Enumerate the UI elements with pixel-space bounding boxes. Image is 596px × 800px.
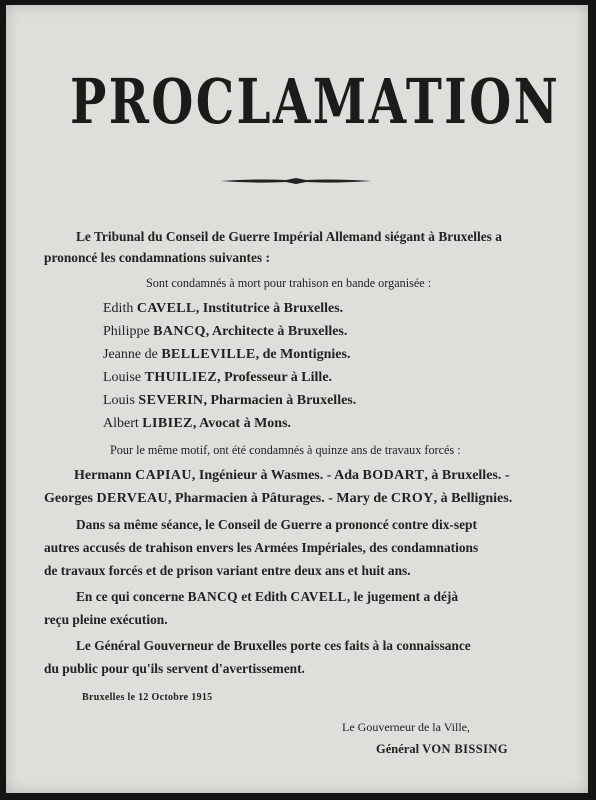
description: , Architecte à Bruxelles.	[205, 324, 348, 339]
first-name: Edith	[103, 301, 134, 316]
surname: CAPIAU	[135, 468, 192, 483]
intro-line-2: prononcé les condamnations suivantes :	[44, 250, 270, 265]
description: , de Montignies.	[255, 347, 351, 362]
council-paragraph-line-2: autres accusés de trahison envers les Armées Impériales, des condamnations	[44, 540, 479, 555]
council-paragraph-line-3: de travaux forcés et de prison variant entre deux ans et huit ans.	[44, 563, 411, 578]
first-name: Louise	[103, 370, 142, 385]
first-name: Louis	[103, 393, 135, 408]
first-name: Albert	[103, 416, 139, 431]
council-paragraph-line-1: Dans sa même séance, le Conseil de Guerre a prononcé contre dix-sept	[76, 517, 477, 532]
surname: CROY	[390, 491, 434, 506]
ornament-divider-icon	[220, 175, 372, 187]
first-name: Mary de	[336, 491, 388, 506]
surname: LIBIEZ	[142, 416, 193, 431]
labor-heading: Pour le même motif, ont été condamnés à quinze ans de travaux forcés :	[110, 443, 461, 457]
first-name: Philippe	[103, 324, 150, 339]
proclamation-poster	[6, 5, 588, 793]
judgment-text: , le jugement a déjà	[346, 589, 459, 604]
judgment-text: En ce qui concerne	[76, 589, 188, 604]
death-sentence-item	[103, 300, 343, 318]
governor-paragraph-line-1: Le Général Gouverneur de Bruxelles porte ces faits à la connaissance	[76, 638, 471, 653]
judgment-text: et Edith	[237, 589, 291, 604]
labor-sentence-line-2	[44, 490, 512, 508]
description: , à Bellignies.	[433, 491, 513, 506]
surname: BELLEVILLE	[161, 347, 256, 362]
judgment-paragraph-line-1	[76, 588, 458, 606]
surname: BANCQ	[187, 589, 238, 604]
signature-rank: Général	[376, 742, 423, 756]
death-sentence-item	[103, 346, 350, 364]
first-name: Jeanne de	[103, 347, 158, 362]
surname: DERVEAU	[96, 491, 169, 506]
signature-name-line	[376, 740, 508, 758]
surname: BODART	[362, 468, 425, 483]
death-heading: Sont condamnés à mort pour trahison en bande organisée :	[146, 276, 432, 290]
governor-paragraph-line-2: du public pour qu'ils servent d'avertissement.	[44, 661, 305, 676]
death-sentence-item	[103, 415, 291, 433]
surname: BANCQ	[153, 324, 206, 339]
labor-sentence-line-1	[74, 467, 510, 485]
description: , Professeur à Lille.	[217, 370, 333, 385]
intro-line-1: Le Tribunal du Conseil de Guerre Impérial Allemand siégant à Bruxelles a	[76, 229, 502, 244]
description: , Avocat à Mons.	[192, 416, 292, 431]
death-sentence-item	[103, 392, 356, 410]
death-sentence-item	[103, 369, 332, 387]
description: , à Bruxelles. -	[424, 468, 510, 483]
description: , Institutrice à Bruxelles.	[195, 301, 344, 316]
poster-title: PROCLAMATION	[70, 65, 561, 138]
description: , Pharmacien à Bruxelles.	[203, 393, 357, 408]
surname: SEVERIN	[138, 393, 204, 408]
judgment-paragraph-line-2: reçu pleine exécution.	[44, 612, 168, 627]
first-name: Ada	[334, 468, 360, 483]
description: , Pharmacien à Pâturages. -	[168, 491, 337, 506]
signature-name: VON BISSING	[422, 742, 508, 756]
first-name: Georges	[44, 491, 93, 506]
surname: CAVELL	[136, 301, 196, 316]
death-sentence-item	[103, 323, 347, 341]
date-line: Bruxelles le 12 Octobre 1915	[82, 692, 213, 703]
signature-title: Le Gouverneur de la Ville,	[342, 720, 471, 734]
surname: THUILIEZ	[144, 370, 218, 385]
surname: CAVELL	[290, 589, 347, 604]
description: , Ingénieur à Wasmes. -	[191, 468, 335, 483]
first-name: Hermann	[74, 468, 132, 483]
